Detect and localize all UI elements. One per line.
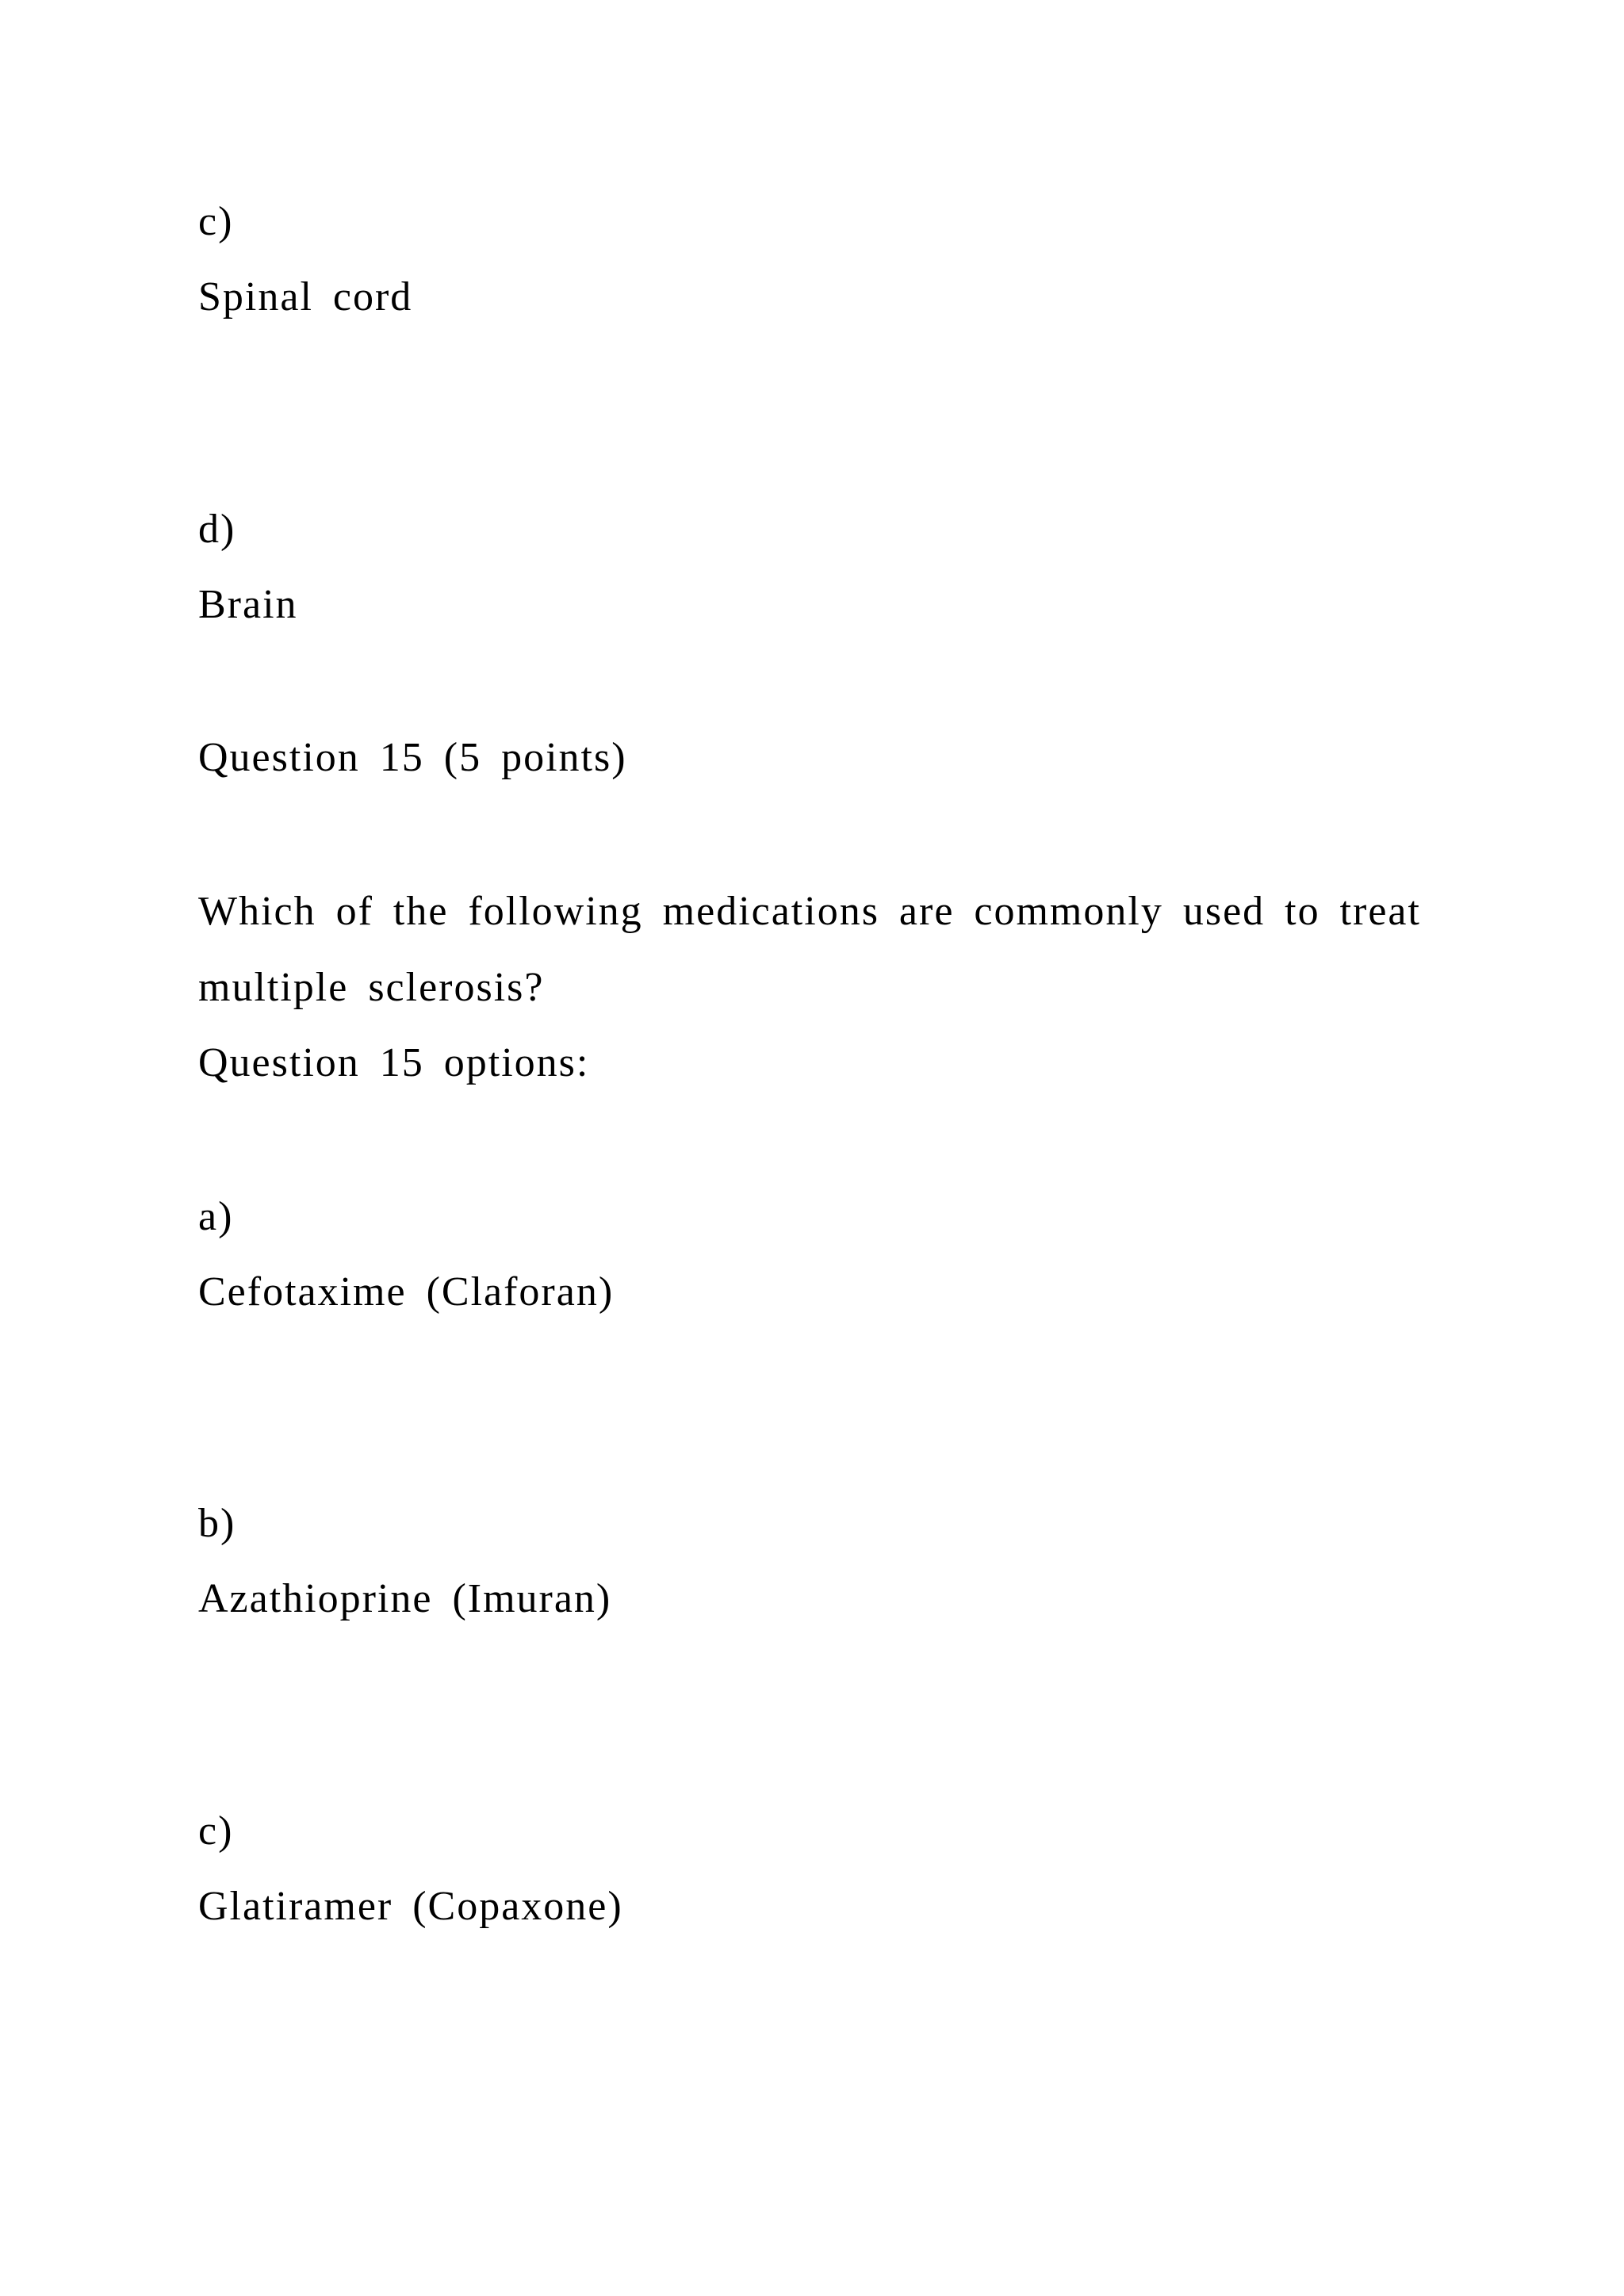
option-b-text: Azathioprine (Imuran) xyxy=(198,1576,612,1621)
option-b-letter: b) xyxy=(198,1501,236,1546)
option-a-text: Cefotaxime (Claforan) xyxy=(198,1269,615,1314)
question-header: Question 15 (5 points) xyxy=(198,735,627,780)
option-a-letter: a) xyxy=(198,1194,234,1239)
question-prompt-line-1: Which of the following medications are commonly used to treat xyxy=(198,889,1421,934)
option-c-text: Glatiramer (Copaxone) xyxy=(198,1884,623,1929)
option-c-letter: c) xyxy=(198,1808,234,1854)
question-prompt-line-2: multiple sclerosis? xyxy=(198,965,545,1010)
option-d-letter: d) xyxy=(198,507,236,552)
option-c-letter: c) xyxy=(198,199,234,244)
option-c-text: Spinal cord xyxy=(198,274,413,320)
question-options-label: Question 15 options: xyxy=(198,1040,590,1085)
option-d-text: Brain xyxy=(198,582,298,627)
